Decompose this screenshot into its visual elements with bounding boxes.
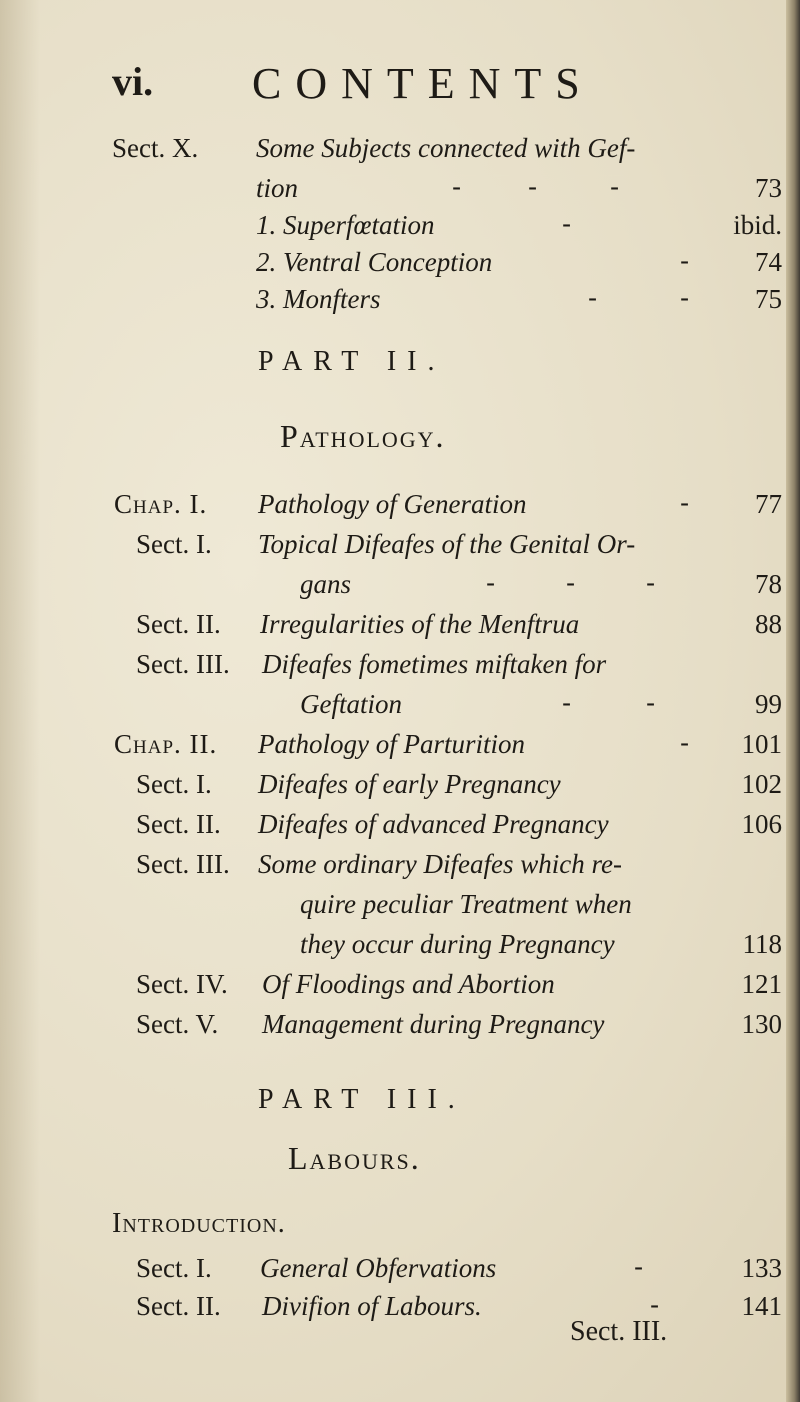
page-ref: 121	[741, 969, 782, 999]
page-ref: 75	[755, 284, 782, 314]
part-heading: PART II.	[258, 346, 446, 377]
toc-entry-section	[0, 602, 786, 646]
page-ref: 133	[741, 1253, 782, 1283]
section-title: Difeafes of early Pregnancy	[258, 769, 561, 799]
section-label: Sect. V.	[136, 1009, 219, 1039]
page-ref: 78	[755, 569, 782, 599]
section-title: Topical Difeafes of the Genital Or-	[258, 529, 636, 559]
leader: -	[562, 688, 572, 719]
section-title: Of Floodings and Abortion	[262, 969, 555, 999]
subitem-title: 3. Monfters	[256, 284, 381, 314]
leader: -	[566, 568, 576, 599]
page-ref: 130	[741, 1009, 782, 1039]
toc-entry-section	[0, 842, 786, 886]
leader: -	[486, 568, 496, 599]
section-title: Irregularities of the Menftrua	[260, 609, 580, 639]
toc-entry-section	[0, 802, 786, 846]
leader: -	[680, 246, 690, 277]
section-title-cont: quire peculiar Treatment when	[300, 889, 632, 919]
section-label: Sect. IV.	[136, 969, 228, 999]
toc-entry-section	[0, 962, 786, 1006]
section-title: Divifion of Labours.	[262, 1291, 482, 1321]
page-ref: 88	[755, 609, 782, 639]
page-title: CONTENTS	[252, 59, 594, 108]
toc-entry-section	[0, 762, 786, 806]
page-number: vi.	[112, 59, 154, 104]
toc-entry-section-cont	[0, 922, 786, 966]
section-label: Sect. II.	[136, 1291, 221, 1321]
leader: -	[680, 283, 690, 314]
page-edge	[786, 0, 800, 1402]
toc-entry-section	[0, 522, 786, 566]
page-ref: 141	[741, 1291, 782, 1321]
subitem-title: 1. Superfœtation	[256, 210, 435, 240]
leader: -	[528, 172, 538, 203]
subitem-title: 2. Ventral Conception	[256, 247, 493, 277]
section-title: Some ordinary Difeafes which re-	[258, 849, 622, 879]
catchword: Sect. III.	[570, 1316, 668, 1347]
leader: -	[588, 283, 598, 314]
toc-entry-section	[0, 1284, 786, 1328]
chapter-title: Pathology of Generation	[258, 489, 527, 519]
section-title: Management during Pregnancy	[262, 1009, 605, 1039]
section-title-cont: gans	[300, 569, 352, 599]
part-subtitle: Labours.	[288, 1140, 421, 1176]
section-title: Some Subjects connected with Gef-	[256, 133, 636, 163]
leader: -	[680, 728, 690, 759]
section-label: Sect. I.	[136, 769, 212, 799]
section-title: Difeafes of advanced Pregnancy	[258, 809, 609, 839]
introduction-heading: Introduction.	[112, 1208, 286, 1239]
part-heading: PART III.	[258, 1084, 466, 1115]
part-subtitle: Pathology.	[280, 418, 446, 454]
leader: -	[646, 568, 656, 599]
toc-entry-section-cont	[0, 882, 786, 926]
section-label: Sect. I.	[136, 1253, 212, 1283]
page-ref: 99	[755, 689, 782, 719]
page-ref: 74	[755, 247, 782, 277]
page-ref: 102	[741, 769, 782, 799]
section-title: Difeafes fometimes miftaken for	[262, 649, 607, 679]
section-title-cont: they occur during Pregnancy	[300, 929, 615, 959]
section-title-cont: Geftation	[300, 689, 402, 719]
section-label: Sect. III.	[136, 849, 230, 879]
toc-subitem	[0, 277, 786, 321]
section-label: Sect. I.	[136, 529, 212, 559]
page-ref: 77	[755, 489, 782, 519]
chapter-label: Chap. I.	[114, 489, 208, 519]
toc-entry-section	[0, 642, 786, 686]
leader: -	[562, 209, 572, 240]
leader: -	[610, 172, 620, 203]
toc-entry-section-cont	[0, 682, 786, 726]
leader: -	[634, 1252, 644, 1283]
page-ref: 118	[742, 929, 782, 959]
section-title-cont: tion	[256, 173, 299, 203]
leader: -	[646, 688, 656, 719]
toc-entry-sect-x	[0, 126, 786, 170]
leader: -	[452, 172, 462, 203]
section-label: Sect. III.	[136, 649, 230, 679]
section-label: Sect. II.	[136, 609, 221, 639]
chapter-title: Pathology of Parturition	[258, 729, 525, 759]
leader: -	[680, 488, 690, 519]
toc-entry-chapter	[0, 482, 786, 526]
section-label: Sect. II.	[136, 809, 221, 839]
page-ref: 73	[755, 173, 782, 203]
page-ref: ibid.	[733, 210, 782, 240]
page-ref: 106	[741, 809, 782, 839]
section-label: Sect. X.	[112, 133, 199, 163]
section-title: General Obfervations	[260, 1253, 497, 1283]
page-ref: 101	[741, 729, 782, 759]
chapter-label: Chap. II.	[114, 729, 218, 759]
leader: -	[650, 1290, 660, 1321]
toc-entry-chapter	[0, 722, 786, 766]
toc-entry-section-cont	[0, 562, 786, 606]
toc-entry-section	[0, 1002, 786, 1046]
